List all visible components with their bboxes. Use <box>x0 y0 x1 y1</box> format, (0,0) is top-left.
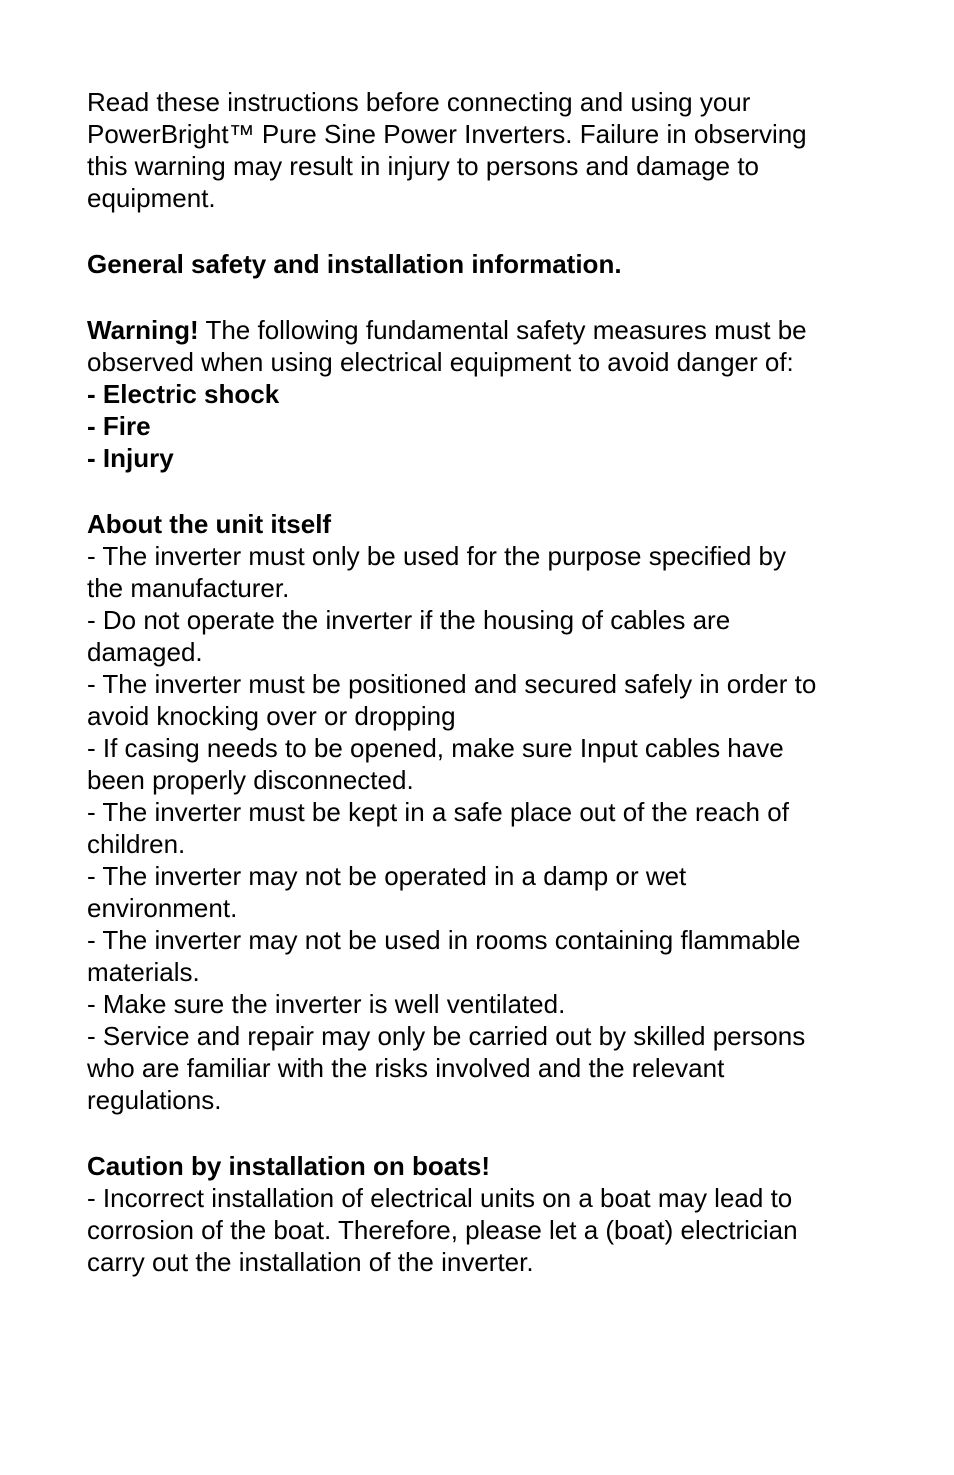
unit-section-line: avoid knocking over or dropping <box>87 701 456 731</box>
warning-text: The following fundamental safety measures must be <box>198 315 807 345</box>
unit-section-line: materials. <box>87 957 200 987</box>
warning-line <box>87 314 887 346</box>
warning-label: Warning! <box>87 315 199 345</box>
unit-section-line: regulations. <box>87 1085 222 1115</box>
intro-line: Read these instructions before connecting and using your <box>87 87 751 117</box>
boats-section-line: - Incorrect installation of electrical units on a boat may lead to <box>87 1183 793 1213</box>
warning-block <box>87 314 887 474</box>
unit-section-line: children. <box>87 829 186 859</box>
spacer <box>87 214 887 248</box>
unit-section-line: environment. <box>87 893 238 923</box>
danger-item: - Injury <box>87 443 174 473</box>
unit-section-line: - The inverter may not be operated in a damp or wet <box>87 861 687 891</box>
danger-item: - Electric shock <box>87 379 280 409</box>
boats-section-line: carry out the installation of the inverter. <box>87 1247 534 1277</box>
unit-section-line: - The inverter must only be used for the purpose specified by <box>87 541 787 571</box>
warning-line: observed when using electrical equipment to avoid danger of: <box>87 347 794 377</box>
document-page <box>87 86 887 1278</box>
unit-section-line: - Do not operate the inverter if the housing of cables are <box>87 605 731 635</box>
unit-section-line: who are familiar with the risks involved and the relevant <box>87 1053 725 1083</box>
spacer <box>87 474 887 508</box>
boats-section-line: corrosion of the boat. Therefore, please let a (boat) electrician <box>87 1215 798 1245</box>
spacer <box>87 1116 887 1150</box>
unit-section-line: been properly disconnected. <box>87 765 414 795</box>
unit-section-line: the manufacturer. <box>87 573 290 603</box>
unit-section-line: - Service and repair may only be carried out by skilled persons <box>87 1021 806 1051</box>
unit-section-line: - The inverter must be positioned and secured safely in order to <box>87 669 817 699</box>
intro-line: PowerBright™ Pure Sine Power Inverters. Failure in observing <box>87 119 807 149</box>
unit-section-line: damaged. <box>87 637 203 667</box>
intro-paragraph <box>87 86 887 214</box>
unit-section-line: - Make sure the inverter is well ventilated. <box>87 989 566 1019</box>
unit-section <box>87 508 887 1116</box>
unit-section-line: - If casing needs to be opened, make sure Input cables have <box>87 733 784 763</box>
spacer <box>87 280 887 314</box>
intro-line: this warning may result in injury to persons and damage to <box>87 151 760 181</box>
general-safety-heading: General safety and installation information. <box>87 249 622 279</box>
boats-section <box>87 1150 887 1278</box>
intro-line: equipment. <box>87 183 216 213</box>
unit-section-heading: About the unit itself <box>87 509 332 539</box>
boats-section-heading: Caution by installation on boats! <box>87 1151 490 1181</box>
unit-section-line: - The inverter must be kept in a safe place out of the reach of <box>87 797 789 827</box>
danger-item: - Fire <box>87 411 151 441</box>
unit-section-line: - The inverter may not be used in rooms containing flammable <box>87 925 801 955</box>
